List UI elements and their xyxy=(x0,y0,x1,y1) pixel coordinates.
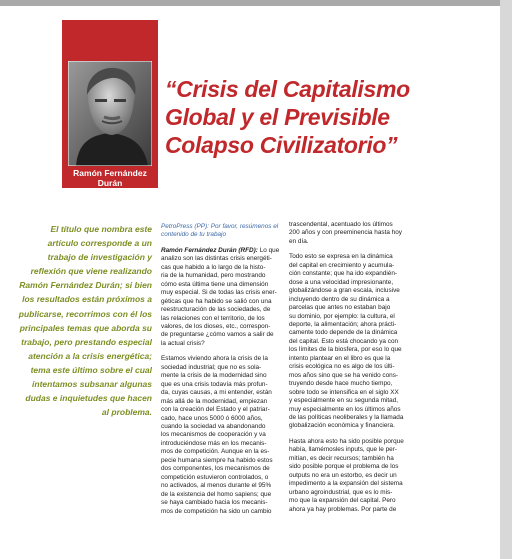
speaker-label: Ramón Fernández Durán (RFD): xyxy=(161,246,258,254)
body-line: que es una crisis todavía más profun- xyxy=(161,380,268,388)
body-paragraph xyxy=(289,253,413,431)
answer-line: muy especial. Si de todas las crisis ener- xyxy=(161,289,277,297)
answer-line: cas que habido a lo largo de la histo- xyxy=(161,263,266,271)
body-line: de la existencia del homo sapiens; que xyxy=(161,490,272,498)
text-column-2 xyxy=(289,221,413,514)
body-line: urbano agroindustrial, que es lo mis- xyxy=(289,488,393,496)
paragraph-gap xyxy=(161,240,285,247)
answer-first-rest: Lo que xyxy=(257,246,280,254)
body-line: y especialmente en su segunda mitad, xyxy=(289,397,399,405)
body-line: 200 años y con preeminencia hasta hoy xyxy=(289,229,402,237)
sidebar-line: trabajo de investigación y xyxy=(47,252,152,263)
answer-line: géticas que ha habido se salió con una xyxy=(161,297,272,305)
body-line: no activados, al menos durante el 95% xyxy=(161,482,272,490)
interview-answer xyxy=(161,247,285,348)
body-line: ahora ya hay problemas. Por parte de xyxy=(289,505,397,513)
headline-line2: Global y el Previsible xyxy=(165,104,390,130)
body-line: mos años sino que se ha venido cons- xyxy=(289,371,399,379)
body-line: crisis ecológica no es algo de los últi- xyxy=(289,363,395,371)
body-line: su dominio, por ejemplo: la cultura, el xyxy=(289,312,395,320)
body-line: del capital en crecimiento y acumula- xyxy=(289,261,395,269)
sidebar-line: principales temas que aborda su xyxy=(19,322,152,333)
answer-line: analizo son las distintas crisis energéti- xyxy=(161,255,272,263)
author-name-line1: Ramón Fernández xyxy=(73,168,147,178)
body-line: más allá de la modernidad, empiezan xyxy=(161,397,268,405)
body-line: trascendental, acentuado los últimos xyxy=(289,221,393,228)
body-paragraph xyxy=(289,221,413,246)
body-line: mitían, es decir recursos; también ha xyxy=(289,454,394,462)
answer-line: de preguntarse ¿cómo vamos a salir de xyxy=(161,331,274,339)
body-line: camente todo depende de la dinámica xyxy=(289,329,398,337)
sidebar-line: trabajo, pero prestando especial xyxy=(21,336,152,347)
article-headline xyxy=(165,75,495,159)
paragraph-gap xyxy=(289,431,413,438)
body-line: globalización económica y financiera. xyxy=(289,422,395,430)
body-line: cuando la sociedad va abandonando xyxy=(161,422,266,430)
body-line: dose a una velocidad impresionante, xyxy=(289,278,394,286)
body-line: cado, hace unos 5000 ó 6000 años, xyxy=(161,414,263,422)
body-line: sociedad industrial; que no es sola- xyxy=(161,363,262,371)
page-top-bar xyxy=(0,0,500,6)
interview-question xyxy=(161,223,285,240)
body-line: mo que la expansión del capital. Pero xyxy=(289,497,396,505)
text-column-1 xyxy=(161,223,285,516)
body-line: mente la crisis de la modernidad sino xyxy=(161,372,267,380)
sidebar-line: artículo corresponde a un xyxy=(47,238,152,249)
body-line: truyendo desde hace mucho tiempo, xyxy=(289,380,393,388)
body-line: parcelas que antes no estaban bajo xyxy=(289,304,391,312)
body-line: Estamos viviendo ahora la crisis de la xyxy=(161,355,268,363)
body-line: del capital. Esto está chocando ya con xyxy=(289,337,399,345)
body-line: sido posible porque el problema de los xyxy=(289,463,399,471)
sidebar-line: tema este último sobre el cual xyxy=(30,364,152,375)
author-name xyxy=(62,168,158,188)
body-line: outputs no era un estorbo, es decir un xyxy=(289,471,397,479)
sidebar-line: intentamos subsanar algunas xyxy=(32,379,152,390)
sidebar-line: dudas e inquietudes que hacen xyxy=(25,393,152,404)
body-line: en día. xyxy=(289,237,309,245)
body-line: se haya cambiado hacia los mecanis- xyxy=(161,499,268,507)
body-line: Todo esto se expresa en la dinámica xyxy=(289,253,393,261)
paragraph-gap xyxy=(161,348,285,355)
body-line: mos de competición ha sido un cambio xyxy=(161,507,272,515)
author-name-line2: Durán xyxy=(97,178,123,188)
sidebar-line: El título que nombra este xyxy=(50,224,152,234)
body-line: incluyendo dentro de su dinámica a xyxy=(289,295,390,303)
body-line: da, cuyas causas, a mi entender, están xyxy=(161,389,272,397)
answer-first-line xyxy=(161,247,285,255)
body-line: impedimento a la expansión del sistema xyxy=(289,480,403,488)
body-paragraph xyxy=(289,438,413,514)
body-line: pecie humana siempre ha habido estos xyxy=(161,456,273,464)
author-box xyxy=(62,20,158,188)
body-line: los mecanismos de cooperación y va xyxy=(161,431,266,439)
sidebar-line: los resultados están próximos a xyxy=(22,294,152,305)
sidebar-line: atención a la crisis energética; xyxy=(28,350,152,361)
answer-line: ria de la humanidad, pero mostrando xyxy=(161,272,266,280)
question-line: PetroPress (PP): Por favor, resúmenos el xyxy=(161,223,279,230)
headline-line3: Colapso Civilizatorio” xyxy=(165,132,398,158)
body-line: deporte, la alimentación; ahora prácti- xyxy=(289,320,397,328)
body-line: los límites de la biosfera, por eso lo que xyxy=(289,346,402,354)
body-line: sobre todo se intensifica en el siglo XX xyxy=(289,388,399,396)
body-line: con la creación del Estado y el patriar- xyxy=(161,406,270,414)
body-line: intento plantear en el libro es que la xyxy=(289,354,391,362)
body-line: de las políticas neoliberales y la llamada xyxy=(289,413,404,421)
question-line: contenido de tu trabajo xyxy=(161,231,227,239)
body-line: mos de competición. Aunque en la es- xyxy=(161,448,270,456)
author-portrait xyxy=(68,61,152,166)
answer-line: valores, de los dioses, etc., correspon- xyxy=(161,322,271,330)
answer-line: cómo esta última tiene una dimensión xyxy=(161,280,269,288)
body-line: ción constante; que ha ido expandién- xyxy=(289,270,398,278)
answer-line: reestructuración de las sociedades, de xyxy=(161,306,271,314)
body-line: globalizándose a gran escala, inclusive xyxy=(289,287,400,295)
page-edge xyxy=(500,0,512,559)
body-line: Hasta ahora esto ha sido posible porque xyxy=(289,437,404,445)
body-line: introduciéndose más en los mecanis- xyxy=(161,439,267,447)
headline-line1: “Crisis del Capitalismo xyxy=(165,76,410,102)
sidebar-line: al problema. xyxy=(101,407,152,418)
intro-sidebar xyxy=(4,222,152,419)
body-line: competición estuvieron controlados, o xyxy=(161,473,269,481)
body-line: muy especialmente en los últimos años xyxy=(289,405,401,413)
sidebar-line: reflexión que viene realizando xyxy=(30,266,152,277)
body-line: había, llamémosles inputs, que le per- xyxy=(289,446,397,454)
sidebar-line: publicarse, recorrimos con él los xyxy=(18,308,152,319)
paragraph-gap xyxy=(289,246,413,253)
answer-line: las relaciones con el territorio, de los xyxy=(161,314,265,322)
body-paragraph xyxy=(161,355,285,516)
answer-line: la actual crisis? xyxy=(161,339,205,347)
body-line: dos componentes, los mecanismos de xyxy=(161,465,270,473)
sidebar-line: Ramón Fernández Durán; si bien xyxy=(19,280,152,291)
